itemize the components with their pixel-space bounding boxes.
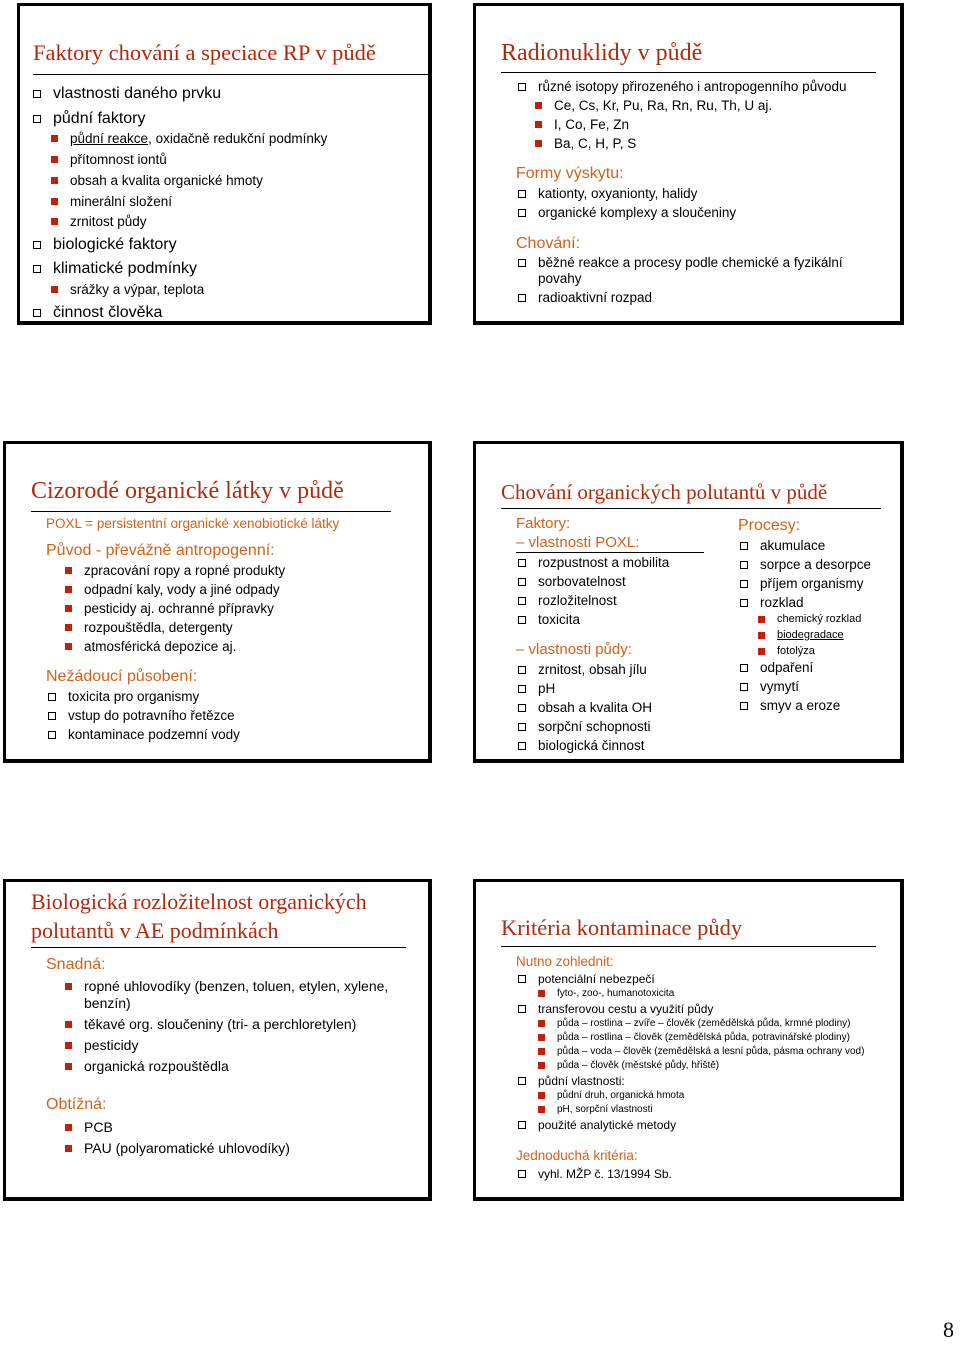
list-item: zrnitost, obsah jílu [518, 662, 647, 677]
hollow-square-bullet-icon [518, 1121, 526, 1129]
list-item: kontaminace podzemní vody [48, 727, 240, 742]
list-item: půdní reakce , oxidačně redukční podmínky [51, 131, 327, 146]
list-item: půdní faktory [33, 110, 146, 128]
list-item-continuation: povahy [538, 271, 582, 286]
slide-soil-factors [17, 3, 432, 325]
list-item: biodegradace [758, 629, 844, 641]
hollow-square-bullet-icon [518, 723, 526, 731]
list-item: přítomnost iontů [51, 152, 167, 167]
filled-square-bullet-icon [65, 586, 72, 593]
filled-square-bullet-icon [538, 1092, 545, 1099]
list-item: kationty, oxyanionty, halidy [518, 186, 697, 201]
list-item: potenciální nebezpečí [518, 972, 655, 986]
list-item: různé isotopy přirozeného i antropogenního původu [518, 79, 846, 94]
page-number: 8 [943, 1317, 954, 1342]
hollow-square-bullet-icon [518, 742, 526, 750]
slide-title: Faktory chování a speciace RP v půdě [33, 40, 376, 65]
hollow-square-bullet-icon [740, 542, 748, 550]
list-item: pesticidy aj. ochranné přípravky [65, 601, 274, 616]
slide-radionuclides [473, 3, 904, 325]
section-heading: Jednoduchá kritéria: [516, 1148, 638, 1163]
list-item: těkavé org. sloučeniny (tri- a perchloretylen) [65, 1016, 356, 1032]
section-heading: Procesy: [738, 517, 801, 534]
title-rule [501, 946, 876, 947]
list-item: organické komplexy a sloučeniny [518, 205, 736, 220]
list-item: použité analytické metody [518, 1118, 676, 1132]
list-item: smyv a eroze [740, 698, 840, 713]
title-rule [31, 947, 406, 948]
hollow-square-bullet-icon [48, 712, 56, 720]
filled-square-bullet-icon [538, 1062, 545, 1069]
section-heading: Původ - převážně antropogenní: [46, 542, 275, 559]
list-item: atmosférická depozice aj. [65, 639, 236, 654]
hollow-square-bullet-icon [740, 702, 748, 710]
list-item: půdní druh, organická hmota [538, 1090, 684, 1101]
list-item: rozklad [740, 595, 804, 610]
slide-foreign-organics [3, 441, 432, 763]
title-rule [501, 72, 876, 73]
list-item: odpaření [740, 660, 813, 675]
list-item: činnost člověka [33, 304, 162, 322]
filled-square-bullet-icon [51, 156, 58, 163]
filled-square-bullet-icon [758, 632, 765, 639]
list-item: PCB [65, 1119, 113, 1135]
slide-organic-pollutant-behavior [473, 441, 904, 763]
list-item: akumulace [740, 538, 825, 553]
section-heading: Formy výskytu: [516, 165, 624, 182]
list-item: pesticidy [65, 1037, 138, 1053]
hollow-square-bullet-icon [33, 115, 41, 123]
hollow-square-bullet-icon [518, 259, 526, 267]
filled-square-bullet-icon [65, 1063, 72, 1070]
hollow-square-bullet-icon [518, 975, 526, 983]
filled-square-bullet-icon [758, 648, 765, 655]
section-heading: Chování: [516, 235, 581, 252]
hollow-square-bullet-icon [740, 561, 748, 569]
filled-square-bullet-icon [65, 624, 72, 631]
filled-square-bullet-icon [51, 177, 58, 184]
filled-square-bullet-icon [65, 567, 72, 574]
list-item: pH [518, 681, 555, 696]
hollow-square-bullet-icon [518, 294, 526, 302]
list-item: rozpouštědla, detergenty [65, 620, 233, 635]
section-heading: Nutno zohlednit: [516, 954, 614, 969]
list-item: biologické faktory [33, 236, 177, 254]
hollow-square-bullet-icon [518, 1005, 526, 1013]
filled-square-bullet-icon [538, 1048, 545, 1055]
list-item: transferovou cestu a využití půdy [518, 1002, 713, 1016]
hollow-square-bullet-icon [518, 83, 526, 91]
list-item: půda – voda – člověk (zemědělská a lesní půda, pásma ochrany vod) [538, 1046, 864, 1057]
filled-square-bullet-icon [51, 135, 58, 142]
hollow-square-bullet-icon [518, 1077, 526, 1085]
filled-square-bullet-icon [65, 1145, 72, 1152]
list-item: ropné uhlovodíky (benzen, toluen, etylen, xylene, [65, 978, 388, 994]
list-item: vymytí [740, 679, 799, 694]
filled-square-bullet-icon [538, 1034, 545, 1041]
hollow-square-bullet-icon [33, 309, 41, 317]
title-rule [33, 74, 428, 75]
list-item: fyto-, zoo-, humanotoxicita [538, 988, 674, 999]
section-heading: – vlastnosti POXL: [516, 534, 640, 551]
hollow-square-bullet-icon [33, 90, 41, 98]
list-item: minerální složení [51, 194, 172, 209]
list-item: Ba, C, H, P, S [535, 136, 636, 151]
hollow-square-bullet-icon [48, 731, 56, 739]
list-item: půda – člověk (městské půdy, hřiště) [538, 1060, 719, 1071]
filled-square-bullet-icon [65, 1124, 72, 1131]
hollow-square-bullet-icon [740, 580, 748, 588]
list-item: radioaktivní rozpad [518, 290, 652, 305]
list-item: půda – rostlina – zvíře – člověk (zemědělská půda, krmné plodiny) [538, 1018, 850, 1029]
section-heading: – vlastnosti půdy: [516, 641, 632, 658]
title-rule [31, 511, 391, 512]
list-item: I, Co, Fe, Zn [535, 117, 629, 132]
list-item: klimatické podmínky [33, 260, 197, 278]
hollow-square-bullet-icon [740, 599, 748, 607]
list-item: obsah a kvalita organické hmoty [51, 173, 263, 188]
filled-square-bullet-icon [535, 102, 542, 109]
filled-square-bullet-icon [538, 1106, 545, 1113]
slide-title-line2: polutantů v AE podmínkách [31, 918, 279, 943]
section-heading: Nežádoucí působení: [46, 668, 198, 685]
slide-biodegradability [3, 879, 432, 1201]
list-item: odpadní kaly, vody a jiné odpady [65, 582, 280, 597]
list-item: fotolýza [758, 645, 815, 657]
filled-square-bullet-icon [538, 1020, 545, 1027]
filled-square-bullet-icon [535, 121, 542, 128]
hollow-square-bullet-icon [518, 209, 526, 217]
hollow-square-bullet-icon [518, 597, 526, 605]
slide-title: Radionuklidy v půdě [501, 40, 703, 66]
list-item: zpracování ropy a ropné produkty [65, 563, 285, 578]
list-item: vlastnosti daného prvku [33, 85, 221, 103]
list-item: chemický rozklad [758, 613, 861, 625]
hollow-square-bullet-icon [518, 616, 526, 624]
list-item: Ce, Cs, Kr, Pu, Ra, Rn, Ru, Th, U aj. [535, 98, 772, 113]
list-item: příjem organismy [740, 576, 864, 591]
list-item: obsah a kvalita OH [518, 700, 652, 715]
filled-square-bullet-icon [65, 1021, 72, 1028]
list-item: sorpce a desorpce [740, 557, 871, 572]
hollow-square-bullet-icon [48, 693, 56, 701]
filled-square-bullet-icon [65, 643, 72, 650]
slide-contamination-criteria [473, 879, 904, 1201]
slide-title-line1: Biologická rozložitelnost organických [31, 889, 367, 914]
section-heading: Snadná: [46, 956, 106, 973]
list-item: toxicita pro organismy [48, 689, 199, 704]
list-item: půdní vlastnosti: [518, 1074, 625, 1088]
hollow-square-bullet-icon [33, 265, 41, 273]
section-heading: Obtížná: [46, 1096, 107, 1113]
list-item: sorbovatelnost [518, 574, 626, 589]
poxl-definition: POXL = persistentní organické xenobiotické látky [46, 516, 340, 531]
hollow-square-bullet-icon [740, 664, 748, 672]
hollow-square-bullet-icon [518, 685, 526, 693]
slide-title: Chování organických polutantů v půdě [501, 480, 828, 504]
list-item: pH, sorpční vlastnosti [538, 1104, 653, 1115]
list-item: vstup do potravního řetězce [48, 708, 235, 723]
hollow-square-bullet-icon [740, 683, 748, 691]
hollow-square-bullet-icon [518, 666, 526, 674]
list-item-continuation: benzín) [84, 995, 131, 1011]
filled-square-bullet-icon [51, 286, 58, 293]
list-item: běžné reakce a procesy podle chemické a fyzikální [518, 255, 843, 270]
slide-title: Kritéria kontaminace půdy [501, 915, 743, 940]
filled-square-bullet-icon [51, 198, 58, 205]
hollow-square-bullet-icon [518, 704, 526, 712]
hollow-square-bullet-icon [518, 578, 526, 586]
list-item: biologická činnost [518, 738, 645, 753]
slide-title: Cizorodé organické látky v půdě [31, 478, 344, 504]
filled-square-bullet-icon [65, 605, 72, 612]
filled-square-bullet-icon [535, 140, 542, 147]
filled-square-bullet-icon [65, 983, 72, 990]
section-rule [516, 552, 704, 553]
list-item: půda – rostlina – člověk (zemědělská půda, potravinářské plodiny) [538, 1032, 850, 1043]
list-item: organická rozpouštědla [65, 1058, 229, 1074]
filled-square-bullet-icon [538, 990, 545, 997]
list-item: PAU (polyaromatické uhlovodíky) [65, 1140, 290, 1156]
hollow-square-bullet-icon [518, 190, 526, 198]
title-rule [501, 508, 881, 509]
list-item: toxicita [518, 612, 580, 627]
list-item: zrnitost půdy [51, 214, 147, 229]
hollow-square-bullet-icon [33, 241, 41, 249]
list-item: vyhl. MŽP č. 13/1994 Sb. [518, 1167, 672, 1181]
list-item: srážky a výpar, teplota [51, 282, 204, 297]
list-item: rozložitelnost [518, 593, 617, 608]
filled-square-bullet-icon [65, 1042, 72, 1049]
list-item: sorpční schopnosti [518, 719, 651, 734]
hollow-square-bullet-icon [518, 1170, 526, 1178]
section-heading: Faktory: [516, 515, 571, 532]
filled-square-bullet-icon [51, 218, 58, 225]
hollow-square-bullet-icon [518, 559, 526, 567]
list-item: rozpustnost a mobilita [518, 555, 669, 570]
filled-square-bullet-icon [758, 616, 765, 623]
